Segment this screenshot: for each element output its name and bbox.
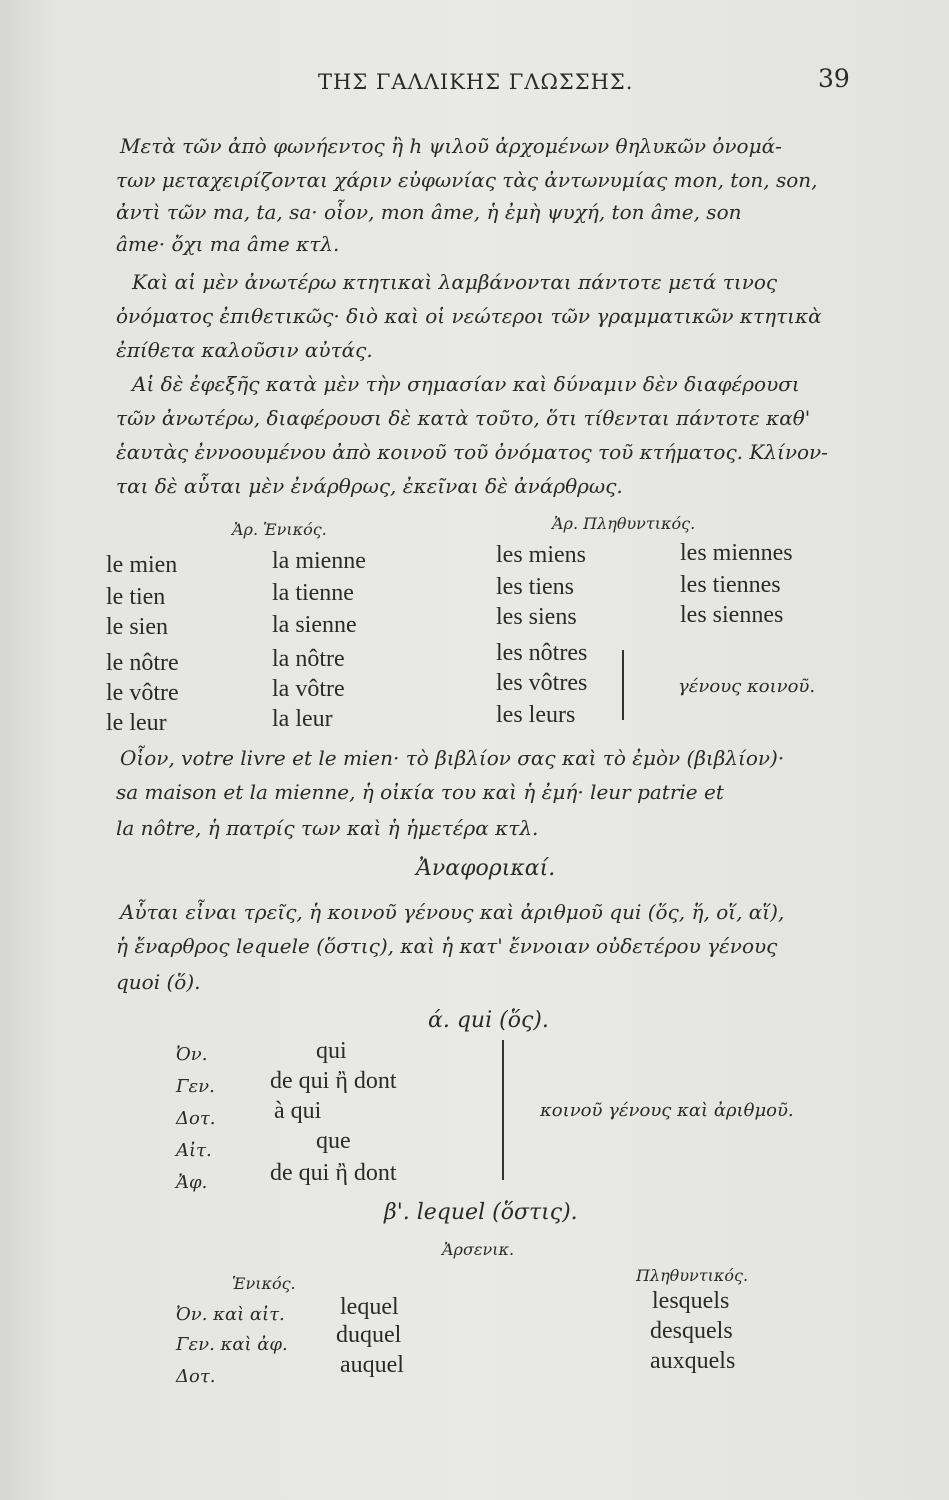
page-number: 39 xyxy=(818,64,850,93)
table-cell: la vôtre xyxy=(272,676,345,702)
table-cell: le sien xyxy=(106,614,168,640)
singular-heading: Ἀρ. Ἑνικός. xyxy=(232,520,327,539)
text-line: Μετὰ τῶν ἀπὸ φωνήεντος ἢ h ψιλοῦ ἀρχομένων θηλυκῶν ὀνομά- xyxy=(120,134,782,158)
case-form: qui xyxy=(316,1038,347,1064)
table-cell: la nôtre xyxy=(272,646,345,672)
case-label: Γεν. xyxy=(176,1076,215,1097)
text-line: âme· ὄχι ma âme κτλ. xyxy=(116,232,340,256)
table-cell: la sienne xyxy=(272,612,357,638)
text-line: la nôtre, ἡ πατρίς των καὶ ἡ ἡμετέρα κτλ. xyxy=(116,816,539,840)
text-line: Αἱ δὲ ἐφεξῆς κατὰ μὲν τὴν σημασίαν καὶ δύναμιν δὲν διαφέρουσι xyxy=(132,372,800,396)
text-line: ἡ ἔναρθρος lequele (ὅστις), καὶ ἡ κατ' ἔννοιαν οὐδετέρου γένους xyxy=(116,934,778,958)
lequel-heading: β'. lequel (ὅστις). xyxy=(384,1200,578,1225)
table-cell: les tiens xyxy=(496,574,574,600)
text-line: ὀνόματος ἐπιθετικῶς· διὸ καὶ οἱ νεώτεροι τῶν γραμματικῶν κτητικὰ xyxy=(116,304,822,328)
text-line: Αὗται εἶναι τρεῖς, ἡ κοινοῦ γένους καὶ ἀριθμοῦ qui (ὅς, ἥ, οἵ, αἵ), xyxy=(120,900,785,924)
table-cell: le mien xyxy=(106,552,178,578)
case-form: de qui ἢ dont xyxy=(270,1160,397,1186)
brace-mark xyxy=(502,1040,504,1180)
table-cell: la mienne xyxy=(272,548,366,574)
table-cell: le nôtre xyxy=(106,650,179,676)
case-form: auquel xyxy=(340,1352,404,1378)
table-cell: les siennes xyxy=(680,602,784,628)
common-gender-note: γένους κοινοῦ. xyxy=(678,676,816,697)
case-label: Δοτ. xyxy=(176,1108,216,1129)
singular-heading: Ἑνικός. xyxy=(232,1274,296,1293)
case-form: de qui ἢ dont xyxy=(270,1068,397,1094)
table-cell: les miens xyxy=(496,542,586,568)
case-form: auxquels xyxy=(650,1348,736,1374)
case-label: Ἀφ. xyxy=(176,1172,208,1193)
text-line: ἐπίθετα καλοῦσιν αὐτάς. xyxy=(116,338,373,362)
case-form: lesquels xyxy=(652,1288,730,1314)
table-cell: les miennes xyxy=(680,540,793,566)
text-line: των μεταχειρίζονται χάριν εὐφωνίας τὰς ἀντωνυμίας mon, ton, son, xyxy=(116,168,818,192)
case-label: Αἰτ. xyxy=(176,1140,212,1161)
table-cell: les siens xyxy=(496,604,577,630)
plural-heading: Πληθυντικός. xyxy=(636,1266,749,1285)
case-form: que xyxy=(316,1128,351,1154)
text-line: Καὶ αἱ μὲν ἀνωτέρω κτητικαὶ λαμβάνονται πάντοτε μετά τινος xyxy=(132,270,778,294)
brace-mark xyxy=(622,650,624,720)
case-label: Γεν. καὶ ἀφ. xyxy=(176,1334,288,1355)
text-line: τῶν ἀνωτέρω, διαφέρουσι δὲ κατὰ τοῦτο, ὅτι τίθενται πάντοτε καθ' xyxy=(116,406,811,430)
qui-heading: ά. qui (ὅς). xyxy=(428,1008,549,1033)
case-label: Ὀν. καὶ αἰτ. xyxy=(176,1304,285,1325)
case-form: desquels xyxy=(650,1318,733,1344)
text-line: ἀντὶ τῶν ma, ta, sa· οἷον, mon âme, ἡ ἐμὴ ψυχή, ton âme, son xyxy=(116,200,742,224)
qui-note: κοινοῦ γένους καὶ ἀριθμοῦ. xyxy=(540,1100,794,1121)
text-line: sa maison et la mienne, ἡ οἰκία του καὶ ἡ ἐμή· leur patrie et xyxy=(116,780,724,804)
text-line: ἑαυτὰς ἐννοουμένου ἀπὸ κοινοῦ τοῦ ὀνόματος τοῦ κτήματος. Κλίνον- xyxy=(116,440,828,464)
table-cell: le vôtre xyxy=(106,680,179,706)
text-line: ται δὲ αὗται μὲν ἐνάρθρως, ἐκεῖναι δὲ ἀνάρθρως. xyxy=(116,474,623,498)
plural-heading: Ἀρ. Πληθυντικός. xyxy=(552,514,696,533)
text-line: quoi (ὅ). xyxy=(116,970,201,994)
lequel-subheading: Ἀρσενικ. xyxy=(442,1240,515,1259)
case-form: duquel xyxy=(336,1322,402,1348)
case-label: Δοτ. xyxy=(176,1366,216,1387)
case-label: Ὀν. xyxy=(176,1044,208,1065)
section-title: Ἀναφορικαί. xyxy=(416,856,556,881)
table-cell: les leurs xyxy=(496,702,576,728)
case-form: lequel xyxy=(340,1294,399,1320)
table-cell: les tiennes xyxy=(680,572,781,598)
table-cell: le leur xyxy=(106,710,167,736)
running-title: ΤΗΣ ΓΑΛΛΙΚΗΣ ΓΛΩΣΣΗΣ. xyxy=(318,70,634,94)
case-form: à qui xyxy=(274,1098,322,1124)
table-cell: les nôtres xyxy=(496,640,588,666)
table-cell: les vôtres xyxy=(496,670,588,696)
table-cell: le tien xyxy=(106,584,166,610)
table-cell: la leur xyxy=(272,706,333,732)
table-cell: la tienne xyxy=(272,580,354,606)
text-line: Οἷον, votre livre et le mien· τὸ βιβλίον σας καὶ τὸ ἐμὸν (βιβλίον)· xyxy=(120,746,785,770)
